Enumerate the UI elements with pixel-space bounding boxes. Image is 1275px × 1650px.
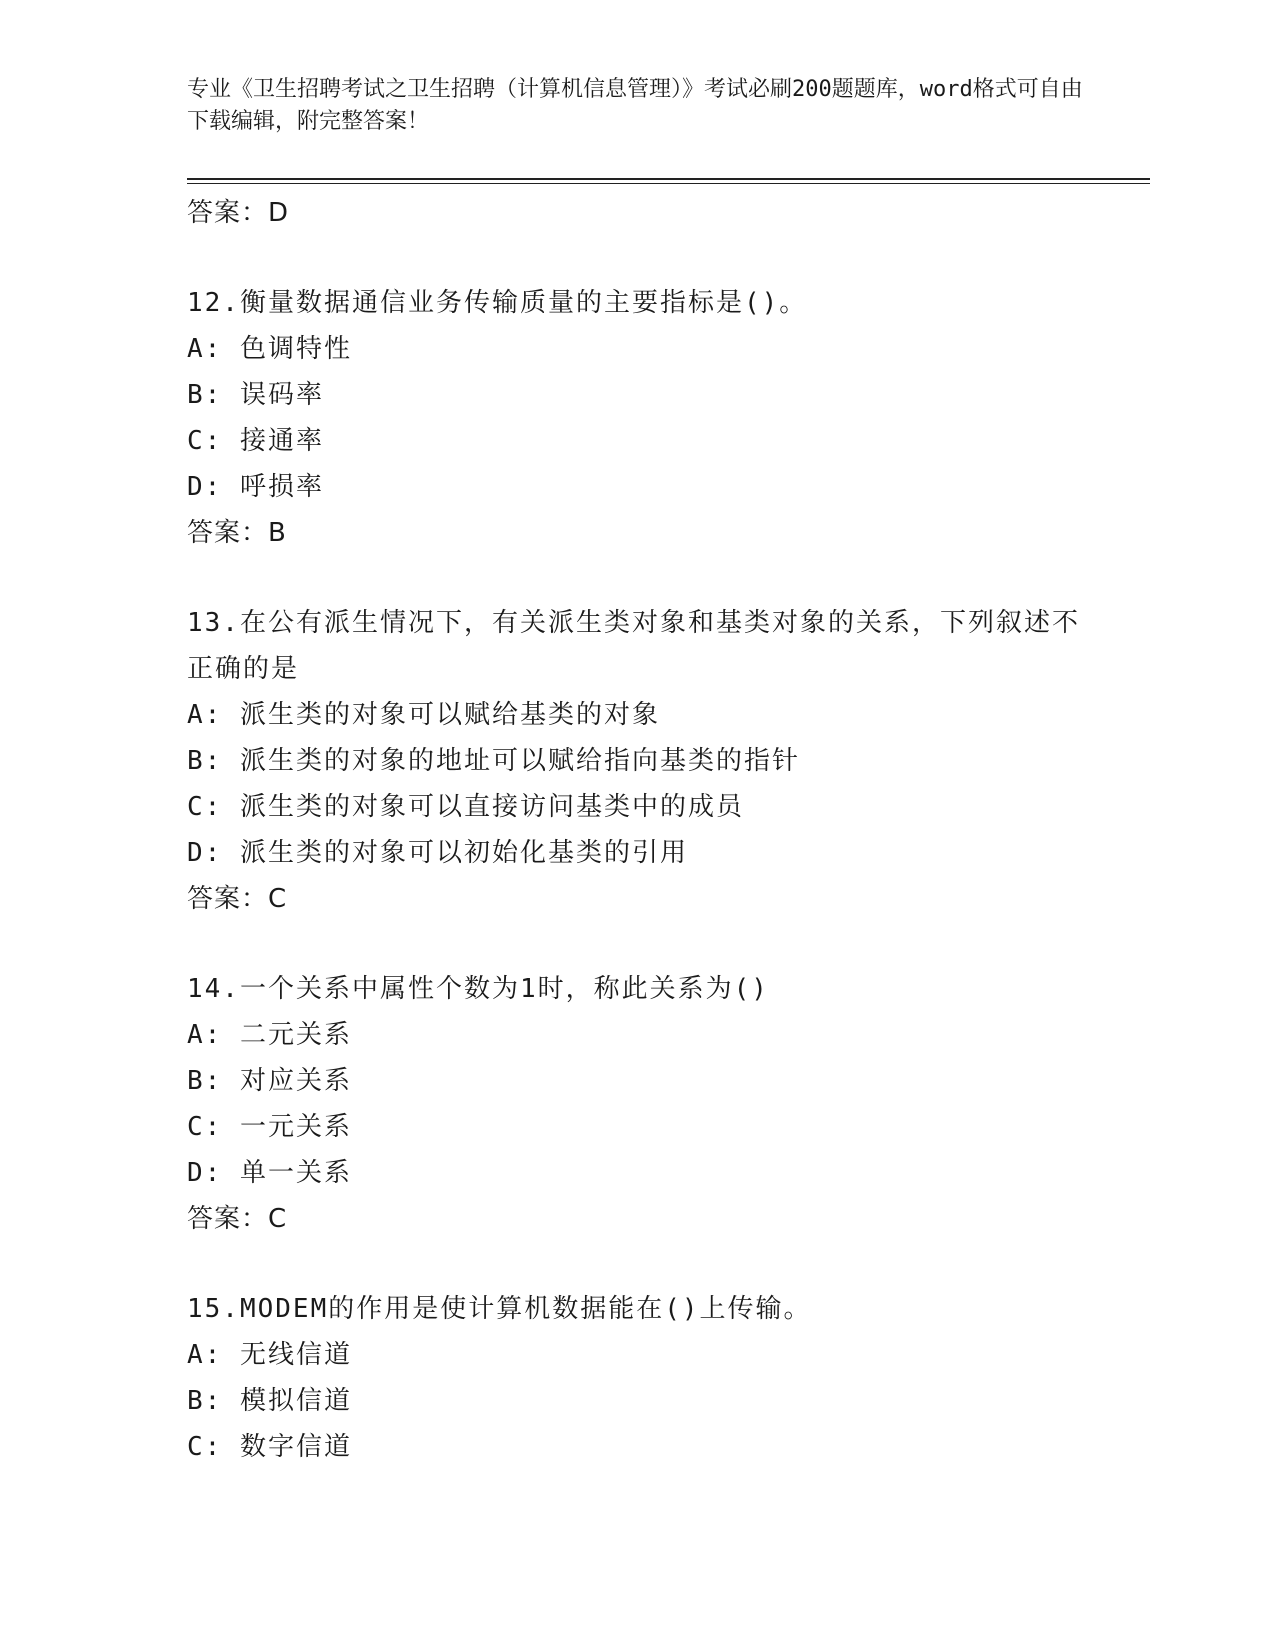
question-list — [187, 190, 1087, 1470]
option-c: C: 派生类的对象可以直接访问基类中的成员 — [187, 792, 744, 822]
option-b: B: 派生类的对象的地址可以赋给指向基类的指针 — [187, 746, 800, 776]
option-d: D: 呼损率 — [187, 472, 324, 502]
option-a: A: 二元关系 — [187, 1020, 352, 1050]
option-c: C: 接通率 — [187, 426, 324, 456]
option-a: A: 派生类的对象可以赋给基类的对象 — [187, 700, 660, 730]
answer-line: 答案：C — [187, 1204, 288, 1234]
question-14 — [187, 966, 1087, 1242]
option-b: B: 对应关系 — [187, 1066, 352, 1096]
option-a: A: 无线信道 — [187, 1340, 352, 1370]
option-c: C: 一元关系 — [187, 1112, 352, 1142]
option-b: B: 误码率 — [187, 380, 324, 410]
answer-line: 答案：C — [187, 884, 288, 914]
option-b: B: 模拟信道 — [187, 1386, 352, 1416]
question-text: 13.在公有派生情况下，有关派生类对象和基类对象的关系，下列叙述不正确的是 — [187, 608, 1080, 684]
question-13 — [187, 600, 1087, 922]
question-text: 14.一个关系中属性个数为1时，称此关系为() — [187, 974, 769, 1004]
option-d: D: 单一关系 — [187, 1158, 352, 1188]
question-text: 12.衡量数据通信业务传输质量的主要指标是()。 — [187, 288, 808, 318]
option-a: A: 色调特性 — [187, 334, 352, 364]
question-text: 15.MODEM的作用是使计算机数据能在()上传输。 — [187, 1294, 812, 1324]
question-12 — [187, 280, 1087, 556]
answer-line: 答案：D — [187, 198, 290, 228]
answer-line: 答案：B — [187, 518, 287, 548]
question-15 — [187, 1286, 1087, 1470]
header-divider-thin — [187, 183, 1150, 184]
document-header — [187, 74, 1087, 138]
option-c: C: 数字信道 — [187, 1432, 352, 1462]
option-d: D: 派生类的对象可以初始化基类的引用 — [187, 838, 688, 868]
header-title: 专业《卫生招聘考试之卫生招聘（计算机信息管理）》考试必刷200题题库，word格式可自由下载编辑，附完整答案！ — [187, 77, 1083, 134]
header-divider-thick — [187, 178, 1150, 180]
